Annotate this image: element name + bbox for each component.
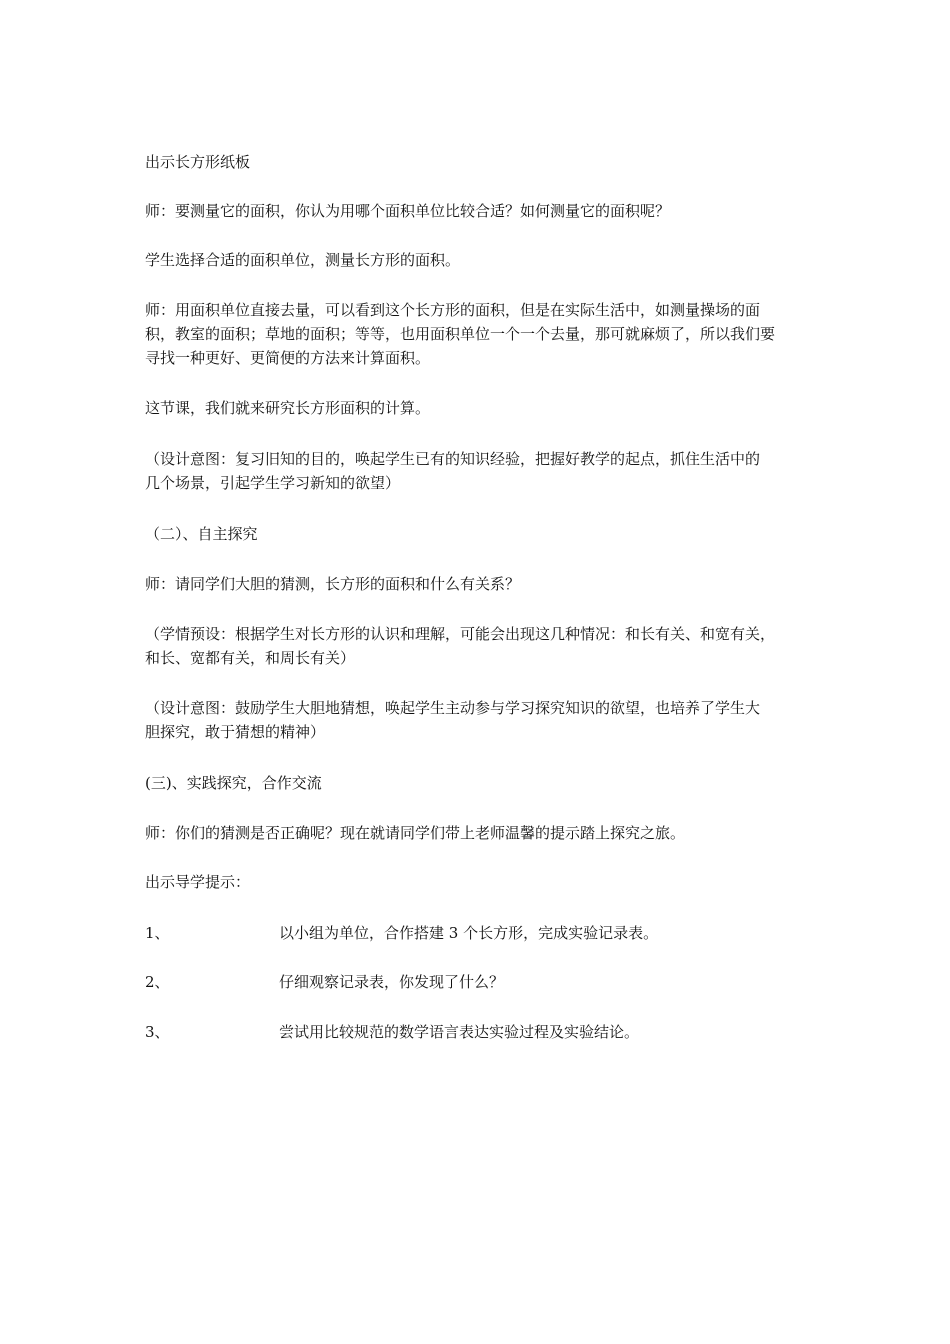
paragraph-design-intent-1 xyxy=(145,447,815,495)
list-item-text: 尝试用比较规范的数学语言表达实验过程及实验结论。 xyxy=(279,1023,640,1041)
paragraph-teacher-guess-question: 师：请同学们大胆的猜测，长方形的面积和什么有关系？ xyxy=(145,575,521,593)
list-item-number: 2、 xyxy=(145,973,170,991)
list-item-number: 3、 xyxy=(145,1023,170,1041)
list-item-text: 以小组为单位，合作搭建 3 个长方形，完成实验记录表。 xyxy=(279,924,659,942)
paragraph-line: 师：用面积单位直接去量，可以看到这个长方形的面积，但是在实际生活中，如测量操场的面 xyxy=(145,301,761,319)
paragraph-line: 积，教室的面积；草地的面积；等等，也用面积单位一个一个去量，那可就麻烦了，所以我们要 xyxy=(145,325,776,343)
list-item-text: 仔细观察记录表，你发现了什么？ xyxy=(279,973,505,991)
paragraph-show-rectangle-board: 出示长方形纸板 xyxy=(145,153,251,171)
paragraph-teacher-explanation xyxy=(145,298,815,370)
section-heading-practical-exploration: (三)、实践探究，合作交流 xyxy=(145,774,322,792)
list-item-number: 1、 xyxy=(145,924,170,942)
paragraph-line: （设计意图：复习旧知的目的，唤起学生已有的知识经验，把握好教学的起点，抓住生活中的 xyxy=(145,450,761,468)
paragraph-design-intent-2 xyxy=(145,696,815,744)
section-heading-autonomous-exploration: （二）、自主探究 xyxy=(145,525,258,543)
paragraph-lesson-intro: 这节课，我们就来研究长方形面积的计算。 xyxy=(145,399,431,417)
paragraph-line: 几个场景，引起学生学习新知的欲望） xyxy=(145,474,401,492)
paragraph-teacher-question-measure: 师：要测量它的面积，你认为用哪个面积单位比较合适？如何测量它的面积呢？ xyxy=(145,202,671,220)
paragraph-student-measure: 学生选择合适的面积单位，测量长方形的面积。 xyxy=(145,251,461,269)
paragraph-line: （设计意图：鼓励学生大胆地猜想，唤起学生主动参与学习探究知识的欲望，也培养了学生大 xyxy=(145,699,761,717)
paragraph-line: 胆探究，敢于猜想的精神） xyxy=(145,723,326,741)
paragraph-learning-prediction xyxy=(145,622,815,670)
paragraph-line: 和长、宽都有关，和周长有关） xyxy=(145,649,356,667)
paragraph-line: 寻找一种更好、更简便的方法来计算面积。 xyxy=(145,349,431,367)
paragraph-line: （学情预设：根据学生对长方形的认识和理解，可能会出现这几种情况：和长有关、和宽有关， xyxy=(145,625,776,643)
paragraph-teacher-check-guess: 师：你们的猜测是否正确呢？现在就请同学们带上老师温馨的提示踏上探究之旅。 xyxy=(145,824,686,842)
paragraph-show-guidance: 出示导学提示： xyxy=(145,873,251,891)
